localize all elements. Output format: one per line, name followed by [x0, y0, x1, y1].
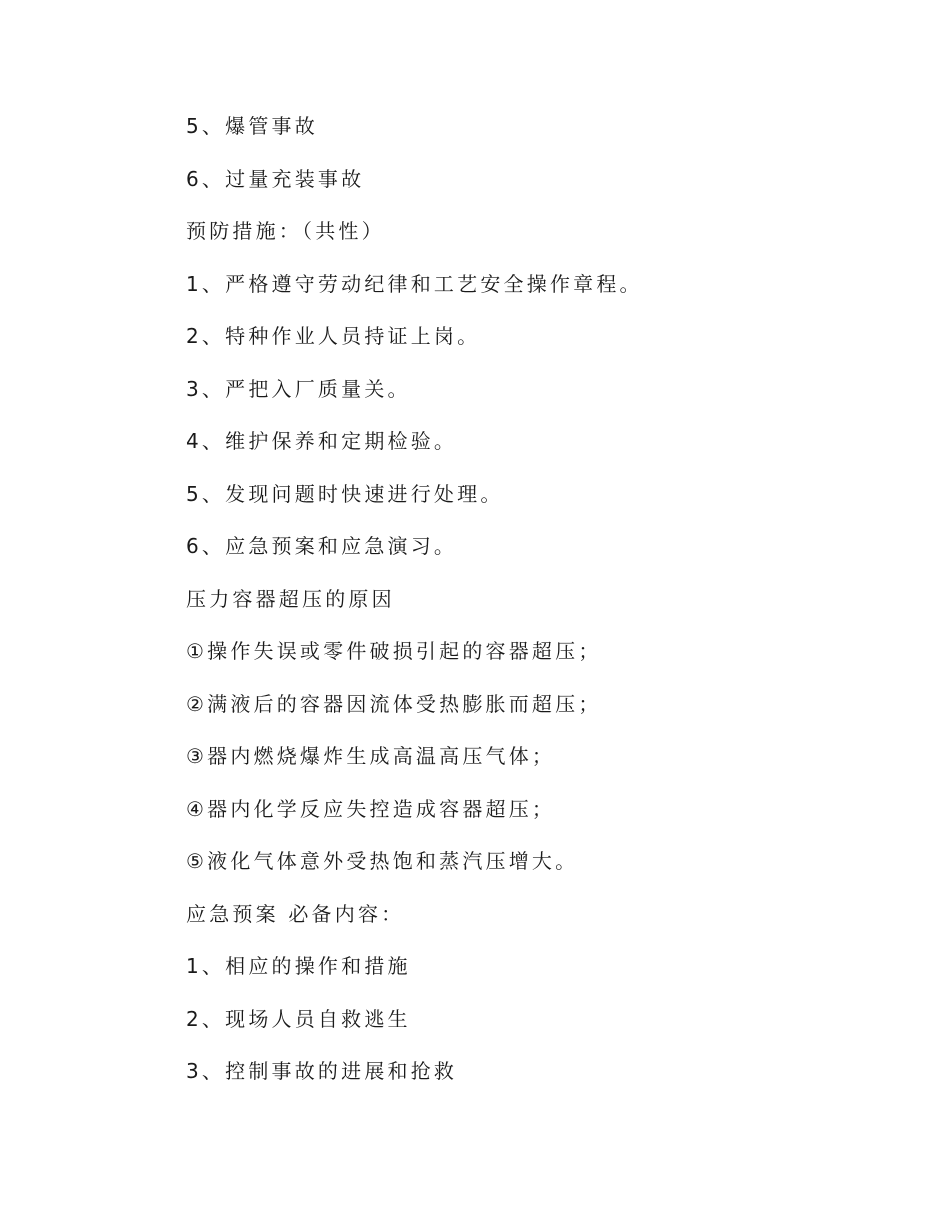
list-item-cause-4: ④器内化学反应失控造成容器超压； [186, 796, 556, 821]
list-item-prevention-6: 6、应急预案和应急演习。 [186, 534, 458, 558]
list-item-cause-2: ②满液后的容器因流体受热膨胀而超压； [186, 691, 602, 716]
list-item-plan-2: 2、现场人员自救逃生 [186, 1006, 411, 1031]
section-heading-overpressure-causes: 压力容器超压的原因 [186, 586, 395, 611]
list-item-overfilling-accident: 6、过量充装事故 [186, 166, 365, 191]
list-item-cause-3: ③器内燃烧爆炸生成高温高压气体； [186, 744, 556, 768]
list-item-plan-3: 3、控制事故的进展和抢救 [186, 1059, 458, 1083]
list-item-prevention-4: 4、维护保养和定期检验。 [186, 429, 458, 453]
list-item-cause-1: ①操作失误或零件破损引起的容器超压； [186, 639, 602, 663]
list-item-prevention-3: 3、严把入厂质量关。 [186, 376, 411, 401]
list-item-prevention-5: 5、发现问题时快速进行处理。 [186, 481, 504, 506]
list-item-plan-1: 1、相应的操作和措施 [186, 954, 411, 978]
list-item-burst-pipe-accident: 5、爆管事故 [186, 114, 318, 138]
list-item-prevention-2: 2、特种作业人员持证上岗。 [186, 324, 481, 348]
list-item-cause-5: ⑤液化气体意外受热饱和蒸汽压增大。 [186, 849, 579, 873]
section-heading-prevention: 预防措施：（共性） [186, 219, 385, 243]
list-item-prevention-1: 1、严格遵守劳动纪律和工艺安全操作章程。 [186, 271, 643, 296]
section-heading-emergency-plan: 应急预案 必备内容： [186, 901, 405, 926]
document-body [186, 108, 886, 1106]
